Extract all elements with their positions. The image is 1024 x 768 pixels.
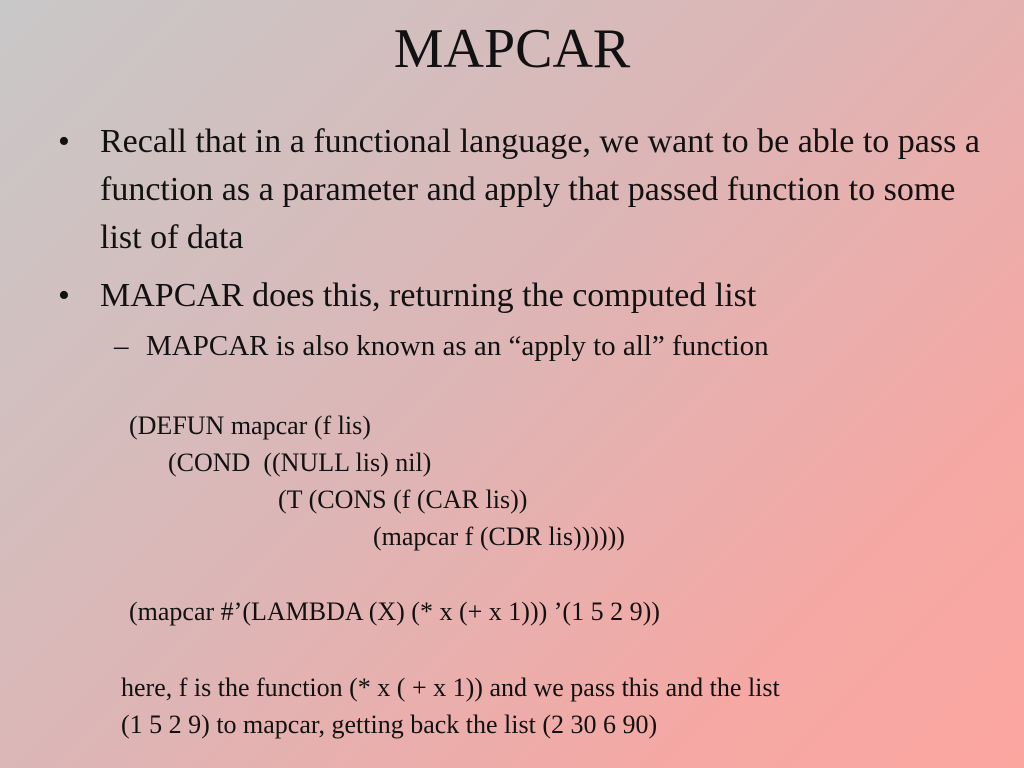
code-line-recursion: (mapcar f (CDR lis)))))) (373, 522, 625, 551)
bullet-item (58, 118, 998, 262)
sub-bullet-item (114, 327, 994, 365)
bullet-text: Recall that in a functional language, we want to be able to pass a function as a parameter and apply that passed function to some list of data (100, 123, 980, 256)
sub-bullet-marker: – (114, 330, 129, 362)
bullet-marker: • (58, 277, 70, 314)
slide-title: MAPCAR (393, 18, 631, 80)
code-line-example-call: (mapcar #’(LAMBDA (X) (* x (+ x 1))) ’(1 5 2 9)) (129, 597, 660, 626)
code-line-cons: (T (CONS (f (CAR lis)) (278, 485, 528, 514)
explanation-line-2: (1 5 2 9) to mapcar, getting back the list (2 30 6 90) (121, 710, 658, 739)
code-line-cond: (COND ((NULL lis) nil) (168, 448, 432, 477)
sub-bullet-text: MAPCAR is also known as an “apply to all” function (146, 330, 769, 362)
bullet-item (58, 272, 998, 320)
bullet-marker: • (58, 123, 70, 160)
code-line-defun: (DEFUN mapcar (f lis) (129, 411, 371, 440)
explanation-line-1: here, f is the function (* x ( + x 1)) and we pass this and the list (121, 673, 780, 702)
bullet-text: MAPCAR does this, returning the computed list (100, 277, 757, 314)
